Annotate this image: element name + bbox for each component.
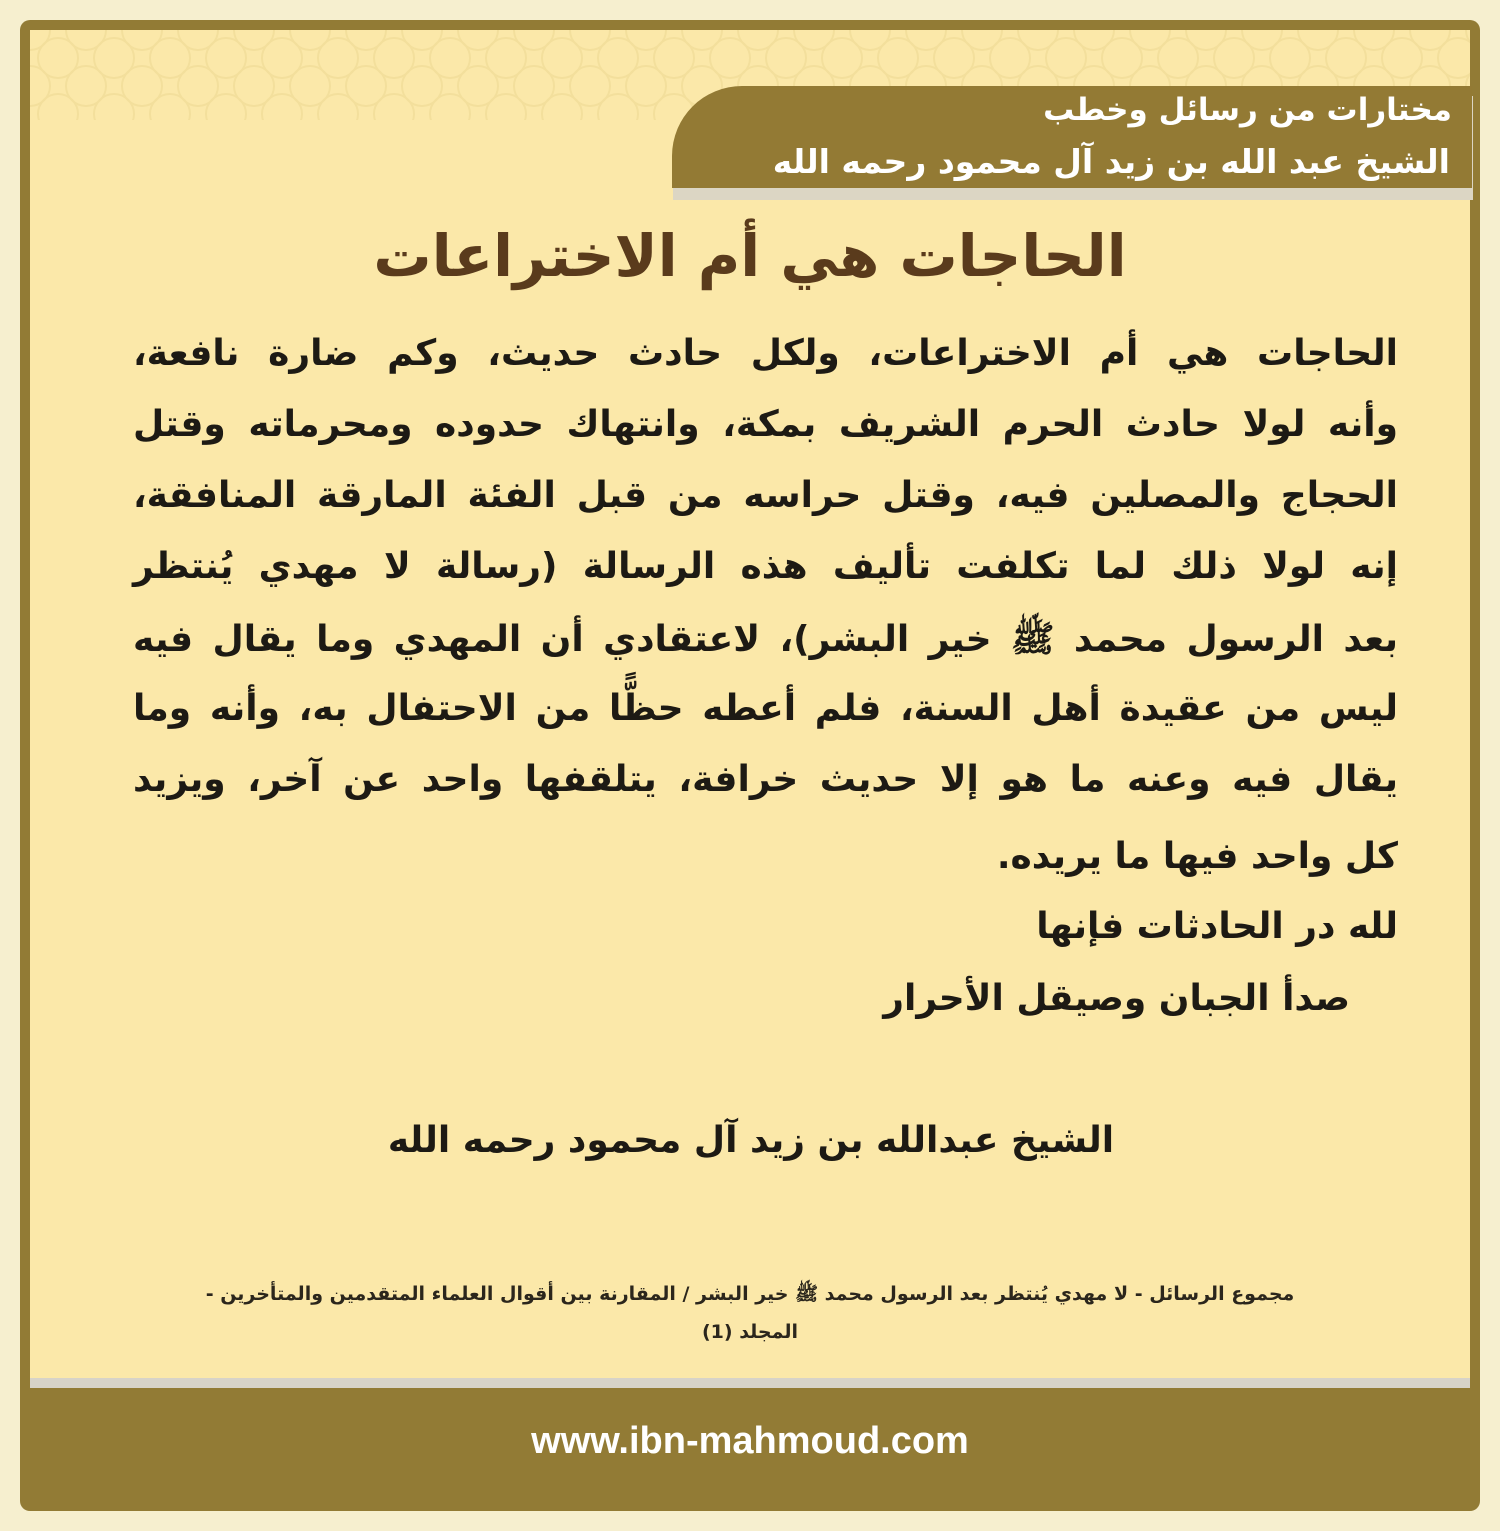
body-line: يقال فيه وعنه ما هو إلا حديث خرافة، يتلقفها واحد عن آخر، ويزيد [133, 759, 1398, 800]
poem-verse-1: لله در الحادثات فإنها [1036, 906, 1398, 947]
website-link[interactable]: www.ibn-mahmoud.com [531, 1420, 969, 1462]
author-title: الشيخ عبد الله بن زيد آل محمود رحمه الله [772, 142, 1450, 181]
series-title: مختارات من رسائل وخطب [1043, 92, 1452, 128]
signature: الشيخ عبدالله بن زيد آل محمود رحمه الله [387, 1120, 1115, 1161]
body-line: إنه لولا ذلك لما تكلفت تأليف هذه الرسالة (رسالة لا مهدي يُنتظر [133, 546, 1398, 587]
body-line: ليس من عقيدة أهل السنة، فلم أعطه حظًّا من الاحتفال به، وأنه وما [133, 688, 1398, 729]
divider [30, 1378, 1470, 1388]
body-line: الحاجات هي أم الاختراعات، ولكل حادث حديث، وكم ضارة نافعة، [133, 333, 1398, 374]
source-line-2: المجلد (1) [701, 1321, 799, 1343]
source-line-1: مجموع الرسائل - لا مهدي يُنتظر بعد الرسول محمد ﷺ خير البشر / المقارنة بين أقوال العلماء المتقدمين والمتأخرين - [205, 1283, 1295, 1305]
source-citation [130, 1275, 1370, 1351]
body-line: كل واحد فيها ما يريده. [996, 836, 1398, 877]
body-line: وأنه لولا حادث الحرم الشريف بمكة، وانتهاك حدوده ومحرماته وقتل [133, 404, 1398, 445]
article-title: الحاجات هي أم الاختراعات [373, 222, 1127, 290]
body-line: الحجاج والمصلين فيه، وقتل حراسه من قبل الفئة المارقة المنافقة، [133, 475, 1398, 516]
poem-verse-2: صدأ الجبان وصيقل الأحرار [883, 978, 1350, 1019]
body-line: بعد الرسول محمد ﷺ خير البشر)، لاعتقادي أن المهدي وما يقال فيه [133, 619, 1398, 660]
